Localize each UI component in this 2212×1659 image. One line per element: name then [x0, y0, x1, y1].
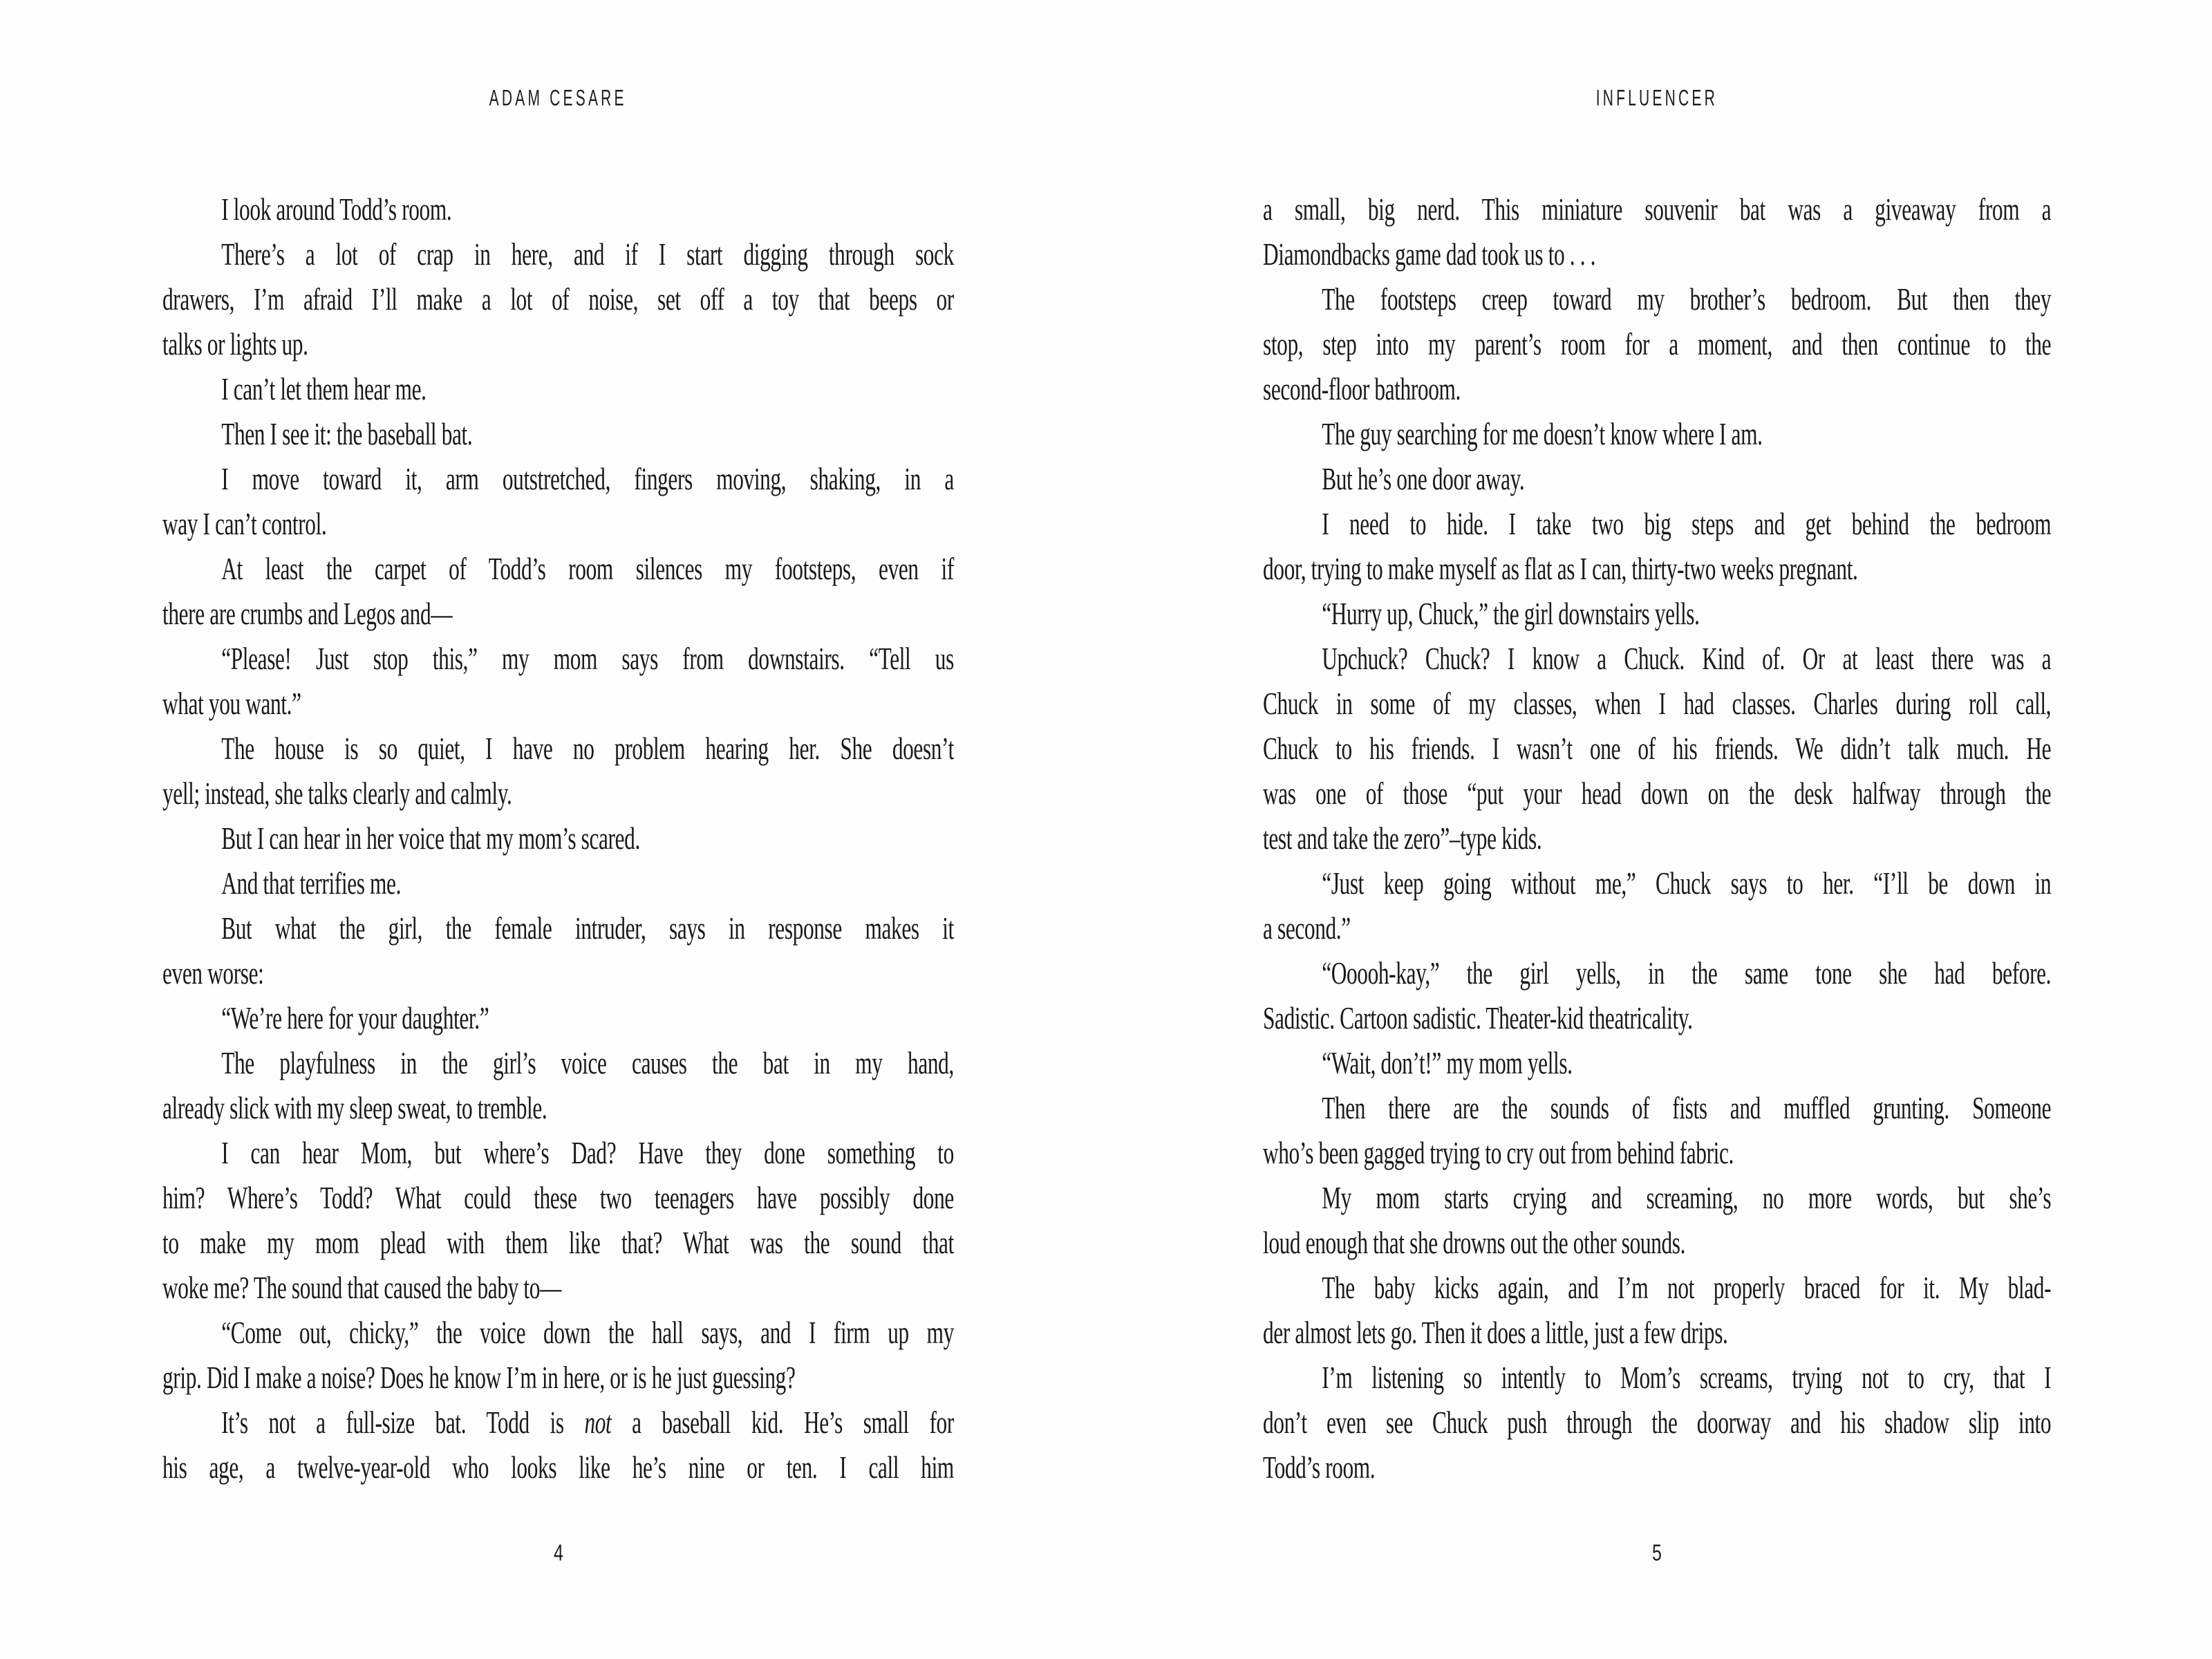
page-right-text [1263, 187, 2051, 1490]
text-line: Sadistic. Cartoon sadistic. Theater-kid theatricality. [1263, 1000, 1693, 1035]
text-line: who’s been gagged trying to cry out from behind fabric. [1263, 1135, 1734, 1170]
text-line: I look around Todd’s room. [221, 191, 452, 227]
text-line: Chuck in some of my classes, when I had classes. Charles during roll call, [1263, 686, 2052, 721]
text-line: what you want.” [162, 686, 301, 721]
text-line: yell; instead, she talks clearly and calmly. [162, 776, 512, 811]
text-line: I’m listening so intently to Mom’s screams, trying not to cry, that I [1322, 1360, 2052, 1395]
text-line: “Please! Just stop this,” my mom says from downstairs. “Tell us [221, 641, 954, 676]
text-line: At least the carpet of Todd’s room silences my footsteps, even if [221, 551, 954, 586]
text-line: Todd’s room. [1263, 1450, 1376, 1485]
text-line: woke me? The sound that caused the baby to— [162, 1270, 561, 1305]
text-line: there are crumbs and Legos and— [162, 596, 453, 631]
text-line: his age, a twelve-year-old who looks like he’s nine or ten. I call him [162, 1450, 954, 1485]
text-line: a small, big nerd. This miniature souvenir bat was a giveaway from a [1263, 191, 2052, 227]
text-line: The playfulness in the girl’s voice causes the bat in my hand, [221, 1045, 954, 1080]
text-line: already slick with my sleep sweat, to tremble. [162, 1090, 547, 1125]
text-line: But I can hear in her voice that my mom’s scared. [221, 821, 640, 856]
text-line: I can hear Mom, but where’s Dad? Have they done something to [221, 1135, 954, 1170]
text-line: der almost lets go. Then it does a little, just a few drips. [1263, 1315, 1728, 1350]
text-line: him? Where’s Todd? What could these two teenagers have possibly done [162, 1180, 954, 1215]
text-line: stop, step into my parent’s room for a moment, and then continue to the [1263, 326, 2052, 362]
running-head-author: ADAM CESARE [489, 86, 628, 111]
text-line: And that terrifies me. [221, 865, 402, 901]
text-line: a second.” [1263, 910, 1351, 946]
text-line: The baby kicks again, and I’m not properly braced for it. My blad- [1322, 1270, 2052, 1305]
text-line: second-floor bathroom. [1263, 371, 1461, 406]
text-line: The footsteps creep toward my brother’s bedroom. But then they [1322, 281, 2052, 317]
text-line: “We’re here for your daughter.” [221, 1000, 489, 1035]
text-line: The house is so quiet, I have no problem hearing her. She doesn’t [221, 731, 954, 766]
page-right [1106, 0, 2212, 1659]
page-number-left-value: 4 [553, 1539, 563, 1566]
text-line: way I can’t control. [162, 506, 327, 541]
text-line: “Hurry up, Chuck,” the girl downstairs yells. [1322, 596, 1700, 631]
text-line: don’t even see Chuck push through the doorway and his shadow slip into [1263, 1405, 2052, 1440]
text-line: Upchuck? Chuck? I know a Chuck. Kind of. Or at least there was a [1322, 641, 2052, 676]
text-line: “Just keep going without me,” Chuck says to her. “I’ll be down in [1322, 865, 2052, 901]
text-line: Then I see it: the baseball bat. [221, 416, 473, 451]
text-line: “Ooooh-kay,” the girl yells, in the same tone she had before. [1322, 955, 2052, 991]
page-number-right [1263, 1540, 2051, 1566]
text-line: Then there are the sounds of fists and muffled grunting. Someone [1322, 1090, 2052, 1125]
running-head-right [1263, 87, 2051, 111]
text-line: door, trying to make myself as flat as I can, thirty-two weeks pregnant. [1263, 551, 1858, 586]
text-line: loud enough that she drowns out the other sounds. [1263, 1225, 1686, 1260]
text-line: was one of those “put your head down on the desk halfway through the [1263, 776, 2052, 811]
text-line: There’s a lot of crap in here, and if I start digging through sock [221, 236, 954, 272]
text-line: Diamondbacks game dad took us to . . . [1263, 236, 1596, 272]
text-line: But he’s one door away. [1322, 461, 1525, 496]
text-line: talks or lights up. [162, 326, 308, 362]
text-line: “Wait, don’t!” my mom yells. [1322, 1045, 1573, 1080]
text-line: drawers, I’m afraid I’ll make a lot of noise, set off a toy that beeps or [162, 281, 954, 317]
text-line: even worse: [162, 955, 264, 991]
text-line: to make my mom plead with them like that? What was the sound that [162, 1225, 954, 1260]
text-line: I need to hide. I take two big steps and get behind the bedroom [1322, 506, 2052, 541]
page-left-text [162, 187, 954, 1490]
text-line: Chuck to his friends. I wasn’t one of his friends. We didn’t talk much. He [1263, 731, 2052, 766]
text-line: “Come out, chicky,” the voice down the hall says, and I firm up my [221, 1315, 954, 1350]
text-line: I move toward it, arm outstretched, fingers moving, shaking, in a [221, 461, 954, 496]
text-line: My mom starts crying and screaming, no more words, but she’s [1322, 1180, 2052, 1215]
page-number-left [162, 1540, 954, 1566]
text-line: test and take the zero”–type kids. [1263, 821, 1542, 856]
text-line: The guy searching for me doesn’t know where I am. [1322, 416, 1763, 451]
text-line: grip. Did I make a noise? Does he know I’m in here, or is he just guessing? [162, 1360, 796, 1395]
running-head-left [162, 87, 954, 111]
page-number-right-value: 5 [1652, 1539, 1662, 1566]
text-line: It’s not a full-size bat. Todd is not a baseball kid. He’s small for [221, 1405, 954, 1440]
running-head-title: INFLUENCER [1595, 86, 1718, 111]
text-line: I can’t let them hear me. [221, 371, 427, 406]
text-line: But what the girl, the female intruder, says in response makes it [221, 910, 954, 946]
